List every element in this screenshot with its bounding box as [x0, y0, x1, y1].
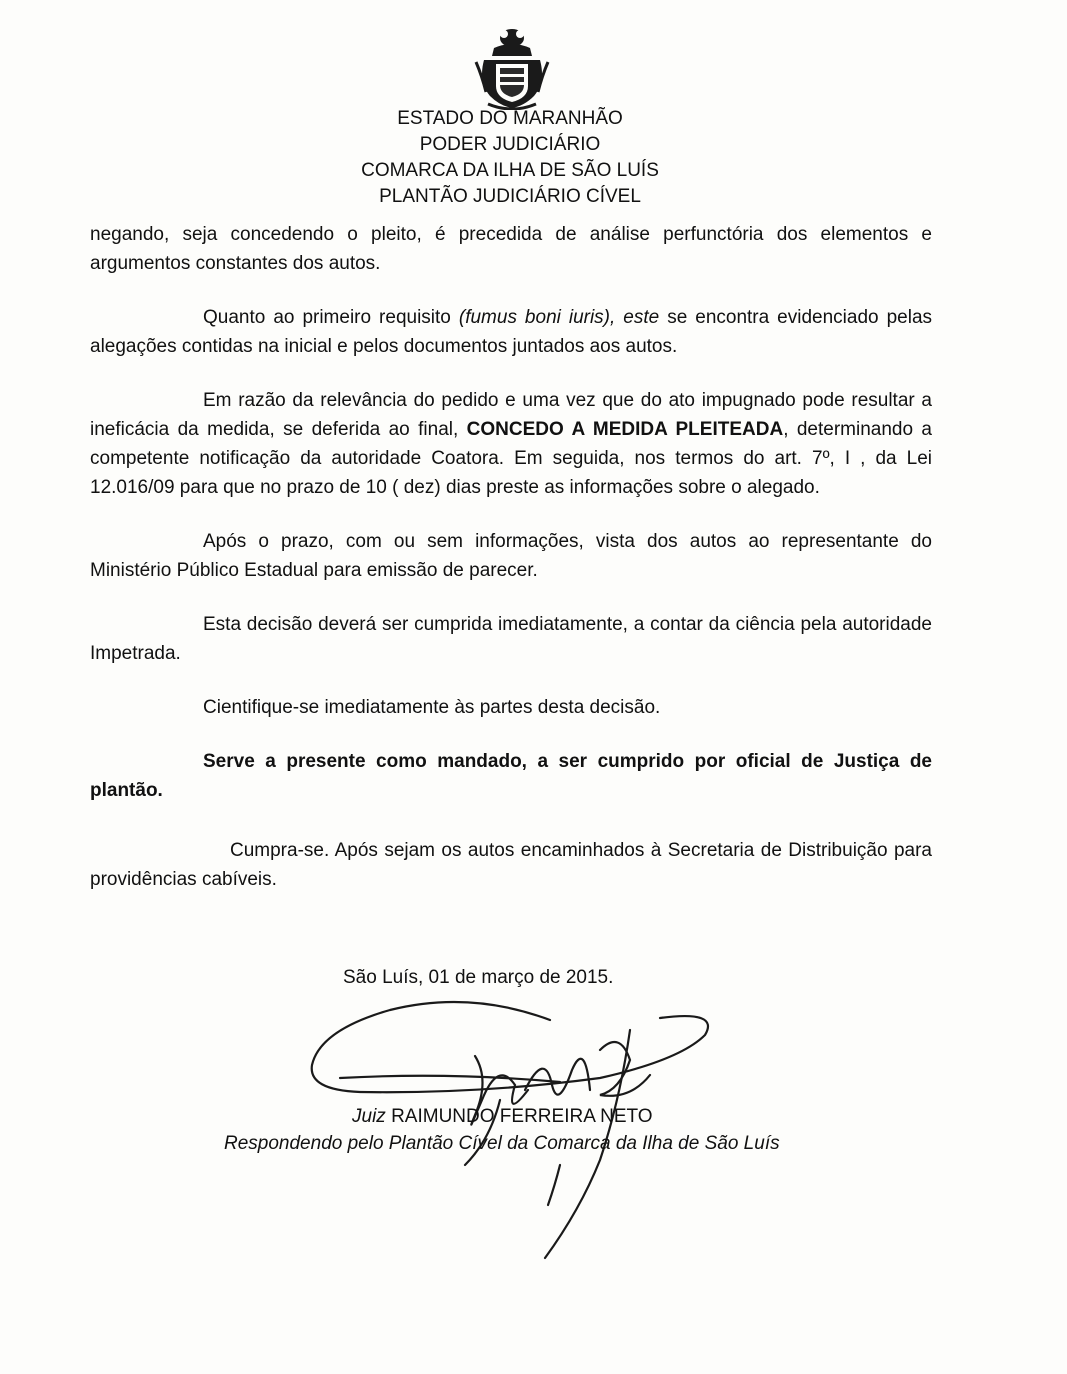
paragraph-decision-start: Em razão da relevância do pedido e uma vez que do ato impugnado pode resultar a ineficácia da medida, se deferida ao final, [90, 390, 932, 440]
paragraph-fumus-end: se encontra evidenciado pelas alegações contidas na inicial e pelos documentos juntados aos autos. [90, 307, 933, 357]
paragraph-decision [90, 386, 932, 502]
latin-term: (fumus boni iuris), este [458, 307, 660, 328]
document-body [90, 220, 932, 894]
document-date: São Luís, 01 de março de 2015. [343, 967, 614, 988]
header-duty-court: PLANTÃO JUDICIÁRIO CÍVEL [379, 186, 641, 207]
judge-title: Juiz [352, 1106, 386, 1127]
paragraph-prosecutor: Após o prazo, com ou sem informações, vista dos autos ao representante do Ministério Público Estadual para emissão de parecer. [90, 531, 932, 581]
paragraph-mandate: Serve a presente como mandado, a ser cumprido por oficial de Justiça de plantão. [90, 751, 932, 801]
document-header [260, 106, 760, 210]
paragraph-fumus-start: Quanto ao primeiro requisito [203, 307, 459, 328]
header-state: ESTADO DO MARANHÃO [397, 108, 623, 129]
paragraph-continuation: negando, seja concedendo o pleito, é precedida de análise perfunctória dos elementos e argumentos constantes dos autos. [90, 224, 932, 274]
paragraph-notify: Cientifique-se imediatamente às partes desta decisão. [203, 697, 661, 718]
header-district: COMARCA DA ILHA DE SÃO LUÍS [361, 160, 659, 181]
header-judiciary: PODER JUDICIÁRIO [419, 134, 601, 155]
decision-grant: CONCEDO A MEDIDA PLEITEADA [466, 419, 784, 440]
paragraph-fumus [90, 303, 932, 361]
coat-of-arms-emblem [474, 22, 550, 110]
paragraph-decision-end: , determinando a competente notificação da autoridade Coatora. Em seguida, nos termos do art. 7º, I , da Lei 12.016/09 para que no prazo de 10 ( dez) dias preste as informações sobre o alegado. [90, 419, 933, 498]
handwritten-signature [300, 990, 740, 1270]
judge-role: Respondendo pelo Plantão Cível da Comarca da Ilha de São Luís [224, 1133, 780, 1154]
paragraph-compliance: Esta decisão deverá ser cumprida imediatamente, a contar da ciência pela autoridade Impetrada. [90, 614, 932, 664]
paragraph-forward: Cumpra-se. Após sejam os autos encaminhados à Secretaria de Distribuição para providências cabíveis. [90, 840, 932, 890]
judge-name: RAIMUNDO FERREIRA NETO [391, 1106, 653, 1127]
judge-signature-line [352, 1106, 653, 1128]
